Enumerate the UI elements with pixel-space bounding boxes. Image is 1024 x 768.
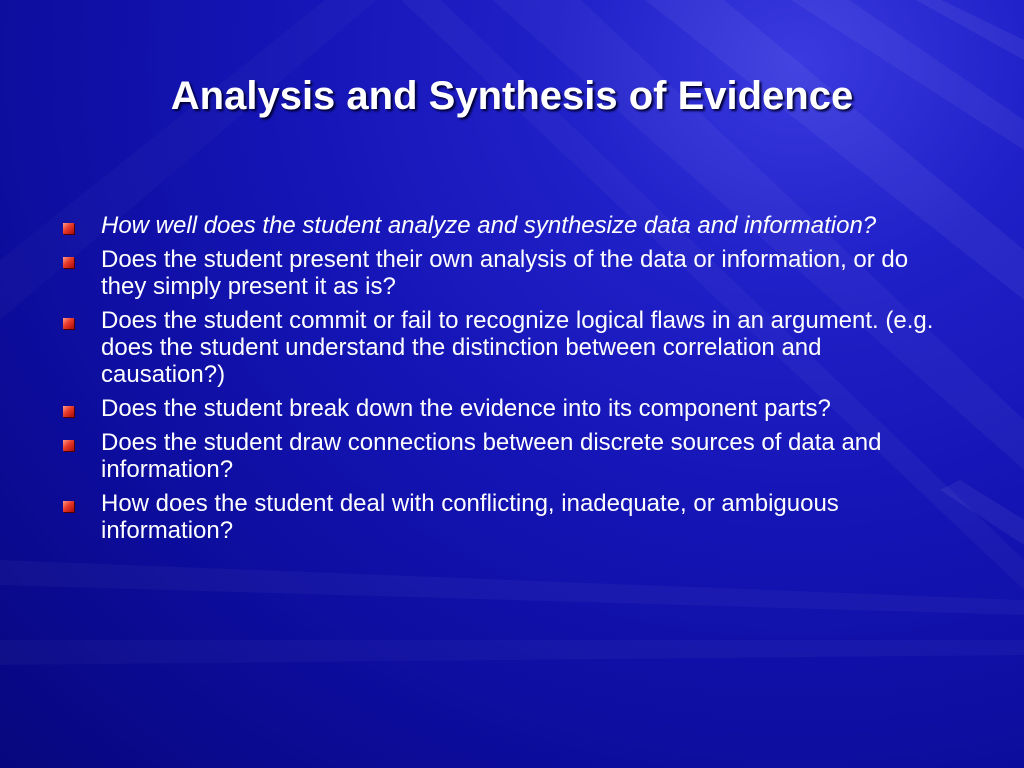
square-bullet-icon	[63, 501, 74, 512]
square-bullet-icon	[63, 318, 74, 329]
bullet-item	[60, 307, 940, 388]
bullet-item	[60, 212, 940, 239]
bullet-list	[60, 212, 940, 551]
bullet-item	[60, 246, 940, 300]
square-bullet-icon	[63, 406, 74, 417]
bullet-text: How does the student deal with conflicting, inadequate, or ambiguous information?	[101, 490, 839, 544]
bullet-item	[60, 490, 940, 544]
bullet-text: How well does the student analyze and synthesize data and information?	[101, 212, 877, 239]
bullet-text: Does the student draw connections between discrete sources of data and information?	[101, 429, 882, 483]
slide-title: Analysis and Synthesis of Evidence	[170, 74, 854, 118]
square-bullet-icon	[63, 223, 74, 234]
bullet-text: Does the student break down the evidence into its component parts?	[101, 395, 831, 422]
square-bullet-icon	[63, 440, 74, 451]
bullet-text: Does the student present their own analysis of the data or information, or do they simply present it as is?	[101, 246, 909, 300]
bullet-item	[60, 395, 940, 422]
square-bullet-icon	[63, 257, 74, 268]
bullet-text: Does the student commit or fail to recognize logical flaws in an argument. (e.g. does the student understand the distinction between correlation and causation?)	[101, 307, 934, 388]
bullet-item	[60, 429, 940, 483]
